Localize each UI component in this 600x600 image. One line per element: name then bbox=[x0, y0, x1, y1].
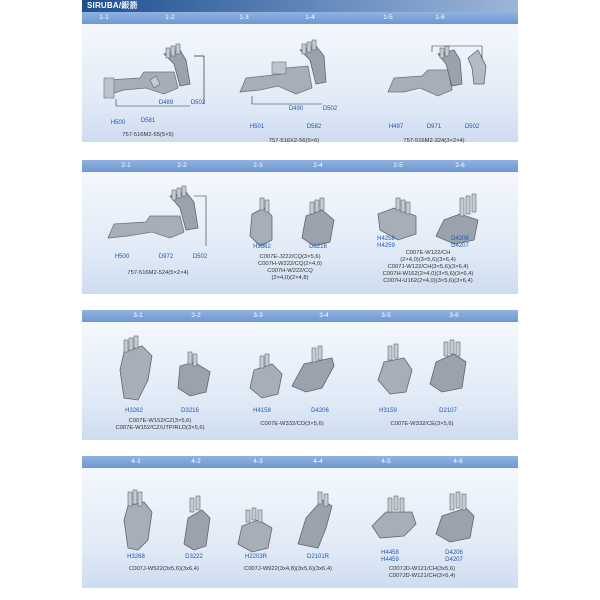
panel-1-bar bbox=[82, 12, 518, 24]
part-label-D489: D489 bbox=[158, 100, 174, 106]
tab-1-2: 1-2 bbox=[165, 14, 175, 21]
needle-plate-H3268 bbox=[116, 490, 166, 556]
model-caption: (2×4,0)(2×4,8) bbox=[271, 275, 309, 281]
panel-2 bbox=[82, 160, 518, 294]
part-label-H500: H500 bbox=[110, 120, 126, 126]
model-caption: C007JD-W121/CH(3×6,4) bbox=[388, 573, 456, 579]
tab-3-2: 3-2 bbox=[191, 312, 201, 319]
model-caption: C007E-W332/CD(3×5,6) bbox=[260, 421, 324, 427]
model-caption: C007E-W152/CZ/UTP/RLD(3×5,6) bbox=[115, 425, 205, 431]
tab-1-5: 1-5 bbox=[383, 14, 393, 21]
needle-plate-feed-dog-set-4 bbox=[98, 188, 228, 248]
part-label-D4206: D4206 bbox=[311, 408, 329, 414]
panel-2-body bbox=[82, 172, 518, 294]
model-caption: C007H-W162(2×4,0)(3×5,6)(3×6,4) bbox=[382, 271, 474, 277]
tab-1-6: 1-6 bbox=[435, 14, 445, 21]
needle-plate-feed-dog-set-2 bbox=[232, 42, 352, 104]
panel-1 bbox=[82, 12, 518, 142]
part-label-H500: H500 bbox=[114, 254, 130, 260]
part-label-D490: D490 bbox=[288, 106, 304, 112]
part-label-H2203R: H2203R bbox=[244, 554, 268, 560]
part-label-H497: H497 bbox=[388, 124, 404, 130]
panel-3-bar bbox=[82, 310, 518, 322]
model-caption: C007E-W122/CH bbox=[405, 250, 451, 256]
panel-2-bar bbox=[82, 160, 518, 172]
part-label-D2101R: D2101R bbox=[306, 554, 330, 560]
model-caption: C007J-W922(3x4,8)(3x5,6)(3x6,4) bbox=[244, 566, 332, 572]
part-label-H4458: H4458 bbox=[381, 550, 399, 556]
tab-3-6: 3-6 bbox=[449, 312, 459, 319]
part-label-H3159: H3159 bbox=[379, 408, 397, 414]
tab-2-5: 2-5 bbox=[393, 162, 403, 169]
part-label-D502: D502 bbox=[190, 100, 206, 106]
part-label-D2107: D2107 bbox=[439, 408, 457, 414]
tab-4-6: 4-6 bbox=[453, 458, 463, 465]
part-label-H3262: H3262 bbox=[125, 408, 143, 414]
part-label-D3216: D3216 bbox=[181, 408, 199, 414]
model-caption: C007J-W122/CH(3×5,6)(3×6,4) bbox=[387, 264, 469, 270]
brand-name: SIRUBA/銀箭 bbox=[87, 1, 138, 10]
tab-1-1: 1-1 bbox=[99, 14, 109, 21]
needle-plate-H3262 bbox=[112, 340, 172, 406]
part-label-D502-c: D502 bbox=[464, 124, 480, 130]
part-label-D4206: D4206 bbox=[445, 550, 463, 556]
part-label-H4459: H4459 bbox=[381, 557, 399, 563]
model-caption: C007H-W222/CQ(2×4,0) bbox=[258, 261, 322, 267]
part-label-H3268: H3268 bbox=[127, 554, 145, 560]
tab-4-5: 4-5 bbox=[381, 458, 391, 465]
tab-1-4: 1-4 bbox=[305, 14, 315, 21]
part-label-D502-b: D502 bbox=[322, 106, 338, 112]
panel-4-bar bbox=[82, 456, 518, 468]
model-caption: 757-516M2-524(5×2×4) bbox=[127, 270, 189, 276]
needle-plate-H2203R bbox=[232, 504, 288, 554]
model-caption: 757-516X2-56(5×6) bbox=[268, 138, 320, 144]
panel-3 bbox=[82, 310, 518, 440]
part-label-D3222: D3222 bbox=[185, 554, 203, 560]
panel-1-body bbox=[82, 24, 518, 142]
model-caption: (2×4,0)(3×5,6)(3×6,4) bbox=[400, 257, 456, 263]
tab-3-3: 3-3 bbox=[253, 312, 263, 319]
part-label-D972: D972 bbox=[158, 254, 174, 260]
tab-4-4: 4-4 bbox=[313, 458, 323, 465]
feed-dog-D2101R bbox=[288, 492, 348, 554]
tab-4-2: 4-2 bbox=[191, 458, 201, 465]
part-label-H4259: H4259 bbox=[377, 243, 395, 249]
part-label-H501: H501 bbox=[249, 124, 265, 130]
tab-2-4: 2-4 bbox=[313, 162, 323, 169]
feed-dog-D3216 bbox=[170, 344, 230, 404]
tab-3-1: 3-1 bbox=[133, 312, 143, 319]
tab-1-3: 1-3 bbox=[239, 14, 249, 21]
model-caption: 757-516M2-324(3×2×4) bbox=[403, 138, 465, 144]
brand-header bbox=[82, 0, 518, 12]
tab-2-6: 2-6 bbox=[455, 162, 465, 169]
part-label-D4207: D4207 bbox=[445, 557, 463, 563]
panel-4 bbox=[82, 456, 518, 588]
part-label-D4206: D4206 bbox=[451, 236, 469, 242]
model-caption: C007J-W522(3x5,6)(3x6,4) bbox=[129, 566, 199, 572]
part-label-D582: D582 bbox=[306, 124, 322, 130]
model-caption: C007H-U162(2×4,0)(3×5,6)(3×6,4) bbox=[383, 278, 473, 284]
part-label-H3362: H3362 bbox=[253, 244, 271, 250]
tab-4-1: 4-1 bbox=[131, 458, 141, 465]
tab-4-3: 4-3 bbox=[253, 458, 263, 465]
needle-plate-feed-dog-H4458-D4206 bbox=[366, 490, 496, 550]
needle-plate-feed-dog-H4158-D4206 bbox=[242, 344, 362, 404]
tab-2-1: 2-1 bbox=[121, 162, 131, 169]
panel-4-body bbox=[82, 468, 518, 588]
model-caption: 757-516M2-55(5×5) bbox=[122, 132, 174, 138]
tab-2-3: 2-3 bbox=[253, 162, 263, 169]
feed-dog-D3222 bbox=[174, 494, 224, 554]
part-label-D971: D971 bbox=[426, 124, 442, 130]
part-label-D4207: D4207 bbox=[451, 243, 469, 249]
part-label-H4158: H4158 bbox=[253, 408, 271, 414]
part-label-D502: D502 bbox=[192, 254, 208, 260]
tab-2-2: 2-2 bbox=[177, 162, 187, 169]
panel-3-body bbox=[82, 322, 518, 440]
needle-plate-feed-dog-H3159-D2107 bbox=[370, 340, 490, 402]
part-label-D3216: D3216 bbox=[309, 244, 327, 250]
tab-3-4: 3-4 bbox=[319, 312, 329, 319]
tab-3-5: 3-5 bbox=[381, 312, 391, 319]
model-caption: C007E-W152/CZ(3×5,6) bbox=[128, 418, 192, 424]
model-caption: C007JD-W121/CH(3x5,6) bbox=[388, 566, 456, 572]
model-caption: C007E-W332/CE(3×5,6) bbox=[390, 421, 454, 427]
needle-plate-H3362 bbox=[242, 194, 302, 254]
needle-plate-feed-dog-set-1 bbox=[94, 44, 214, 104]
model-caption: C007H-W222/CQ bbox=[267, 268, 313, 274]
part-label-H4258: H4258 bbox=[377, 236, 395, 242]
needle-plate-feed-dog-set-3 bbox=[382, 44, 502, 104]
model-caption: C007E-J222/CQ(3×5,6) bbox=[259, 254, 321, 260]
part-label-D581: D581 bbox=[140, 118, 156, 124]
